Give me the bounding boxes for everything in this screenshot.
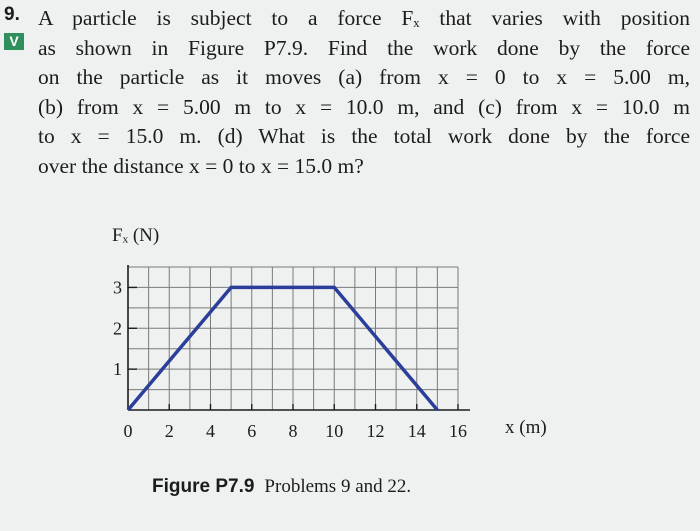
y-tick-label: 3 <box>113 277 122 298</box>
y-tick-label: 2 <box>113 318 122 339</box>
problem-line: over the distance x = 0 to x = 15.0 m? <box>38 153 364 178</box>
x-tick-label: 8 <box>288 421 298 441</box>
x-tick-label: 14 <box>407 421 426 441</box>
x-tick-label: 0 <box>123 421 133 441</box>
problem-line: as shown in Figure P7.9. Find the work done by the force <box>38 35 690 60</box>
figure-caption-text: Problems 9 and 22. <box>264 476 412 497</box>
x-tick-label: 16 <box>449 421 467 441</box>
y-tick-label: 1 <box>113 359 122 380</box>
x-tick-label: 12 <box>366 421 385 441</box>
x-tick-label: 10 <box>325 421 344 441</box>
x-axis-label: x (m) <box>505 417 547 438</box>
force-position-chart <box>90 215 560 465</box>
tick-labels <box>113 277 467 441</box>
figure-label: Figure P7.9 <box>152 476 255 497</box>
problem-line: A particle is subject to a force Fₓ that varies with position <box>38 6 690 30</box>
problem-statement <box>38 4 690 181</box>
problem-line: on the particle as it moves (a) from x = 0 to x = 5.00 m, <box>38 65 690 89</box>
y-axis-label: Fₓ (N) <box>112 225 160 246</box>
video-badge: V <box>4 33 24 50</box>
problem-line: to x = 15.0 m. (d) What is the total work done by the force <box>38 124 690 148</box>
x-tick-label: 6 <box>247 421 257 441</box>
x-tick-label: 2 <box>164 421 174 441</box>
figure-caption <box>152 476 411 498</box>
problem-line: (b) from x = 5.00 m to x = 10.0 m, and (c) from x = 10.0 m <box>38 94 690 119</box>
x-tick-label: 4 <box>206 421 215 441</box>
problem-number: 9. <box>4 4 20 25</box>
